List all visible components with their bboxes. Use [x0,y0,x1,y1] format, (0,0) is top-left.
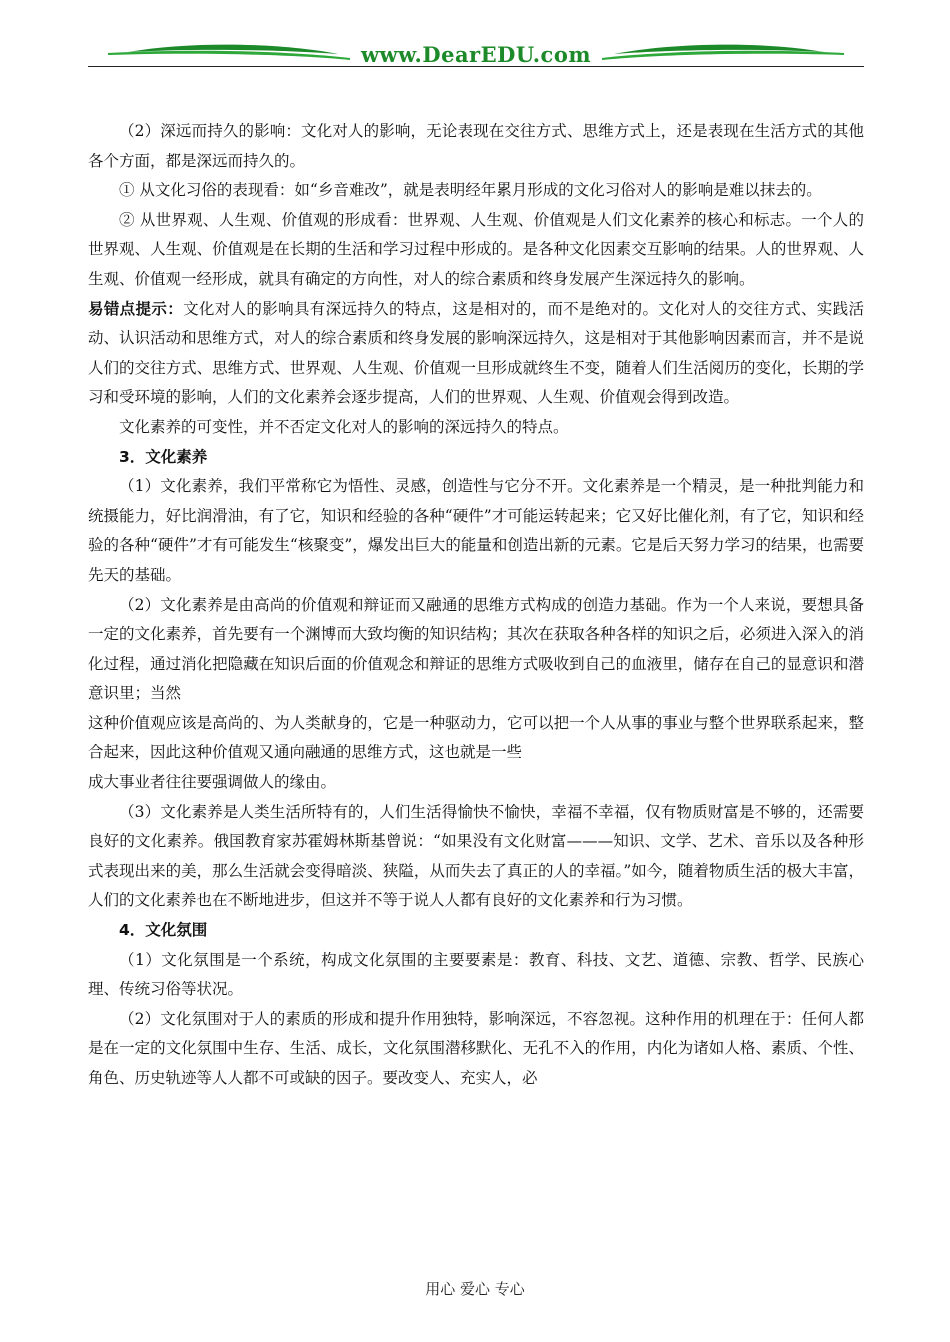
body-paragraph: （2）文化素养是由高尚的价值观和辩证而又融通的思维方式构成的创造力基础。作为一个人来说，要想具备一定的文化素养，首先要有一个渊博而大致均衡的知识结构；其次在获取各种各样的知识之后，必须进入深入的消化过程，通过消化把隐藏在知识后面的价值观念和辩证的思维方式吸收到自己的血液里，储存在自己的显意识和潜意识里；当然 [88,595,864,703]
document-body [88,117,864,1094]
page-header [88,36,864,70]
body-paragraph: ② 从世界观、人生观、价值观的形成看：世界观、人生观、价值观是人们文化素养的核心和标志。一个人的世界观、人生观、价值观是在长期的生活和学习过程中形成的。是各种文化因素交互影响的结果。人的世界观、人生观、价值观一经形成，就具有确定的方向性，对人的综合素质和终身发展产生深远持久的影响。 [88,210,864,288]
body-paragraph: （1）文化素养，我们平常称它为悟性、灵感，创造性与它分不开。文化素养是一个精灵，是一种批判能力和统摄能力，好比润滑油，有了它，知识和经验的各种“硬件”才可能运转起来；它又好比催化剂，有了它，知识和经验的各种“硬件”才有可能发生“核聚变”，爆发出巨大的能量和创造出新的元素。它是后天努力学习的结果，也需要先天的基础。 [88,477,864,584]
tip-paragraph [88,295,864,413]
tip-text: 文化对人的影响具有深远持久的特点，这是相对的，而不是绝对的。文化对人的交往方式、实践活动、认识活动和思维方式，对人的综合素质和终身发展的影响深远持久，这是相对于其他影响因素而言，并不是说人们的交往方式、思维方式、世界观、人生观、价值观一旦形成就终生不变，随着人们生活阅历的变化，长期的学习和受环境的影响，人们的文化素养会逐步提高，人们的世界观、人生观、价值观会得到改造。 [88,299,864,407]
body-paragraph: 文化素养的可变性，并不否定文化对人的影响的深远持久的特点。 [119,417,569,436]
body-paragraph: （3）文化素养是人类生活所特有的，人们生活得愉快不愉快，幸福不幸福，仅有物质财富是不够的，还需要良好的文化素养。俄国教育家苏霍姆林斯基曾说：“如果没有文化财富———知识、文学、艺术、音乐以及各种形式表现出来的美，那么生活就会变得暗淡、狭隘，从而失去了真正的人的幸福。”如今，随着物质生活的极大丰富，人们的文化素养也在不断地进步，但这并不等于说人人都有良好的文化素养和行为习惯。 [88,802,864,910]
tip-label: 易错点提示： [88,299,184,318]
body-paragraph: 成大事业者往往要强调做人的缘由。 [88,773,337,792]
body-paragraph: ① 从文化习俗的表现看：如“乡音难改”，就是表明经年累月形成的文化习俗对人的影响是难以抹去的。 [119,181,822,200]
body-paragraph: （2）文化氛围对于人的素质的形成和提升作用独特，影响深远，不容忽视。这种作用的机理在于：任何人都是在一定的文化氛围中生存、生活、成长，文化氛围潜移默化、无孔不入的作用，内化为诸如人格、素质、个性、角色、历史轨迹等人人都不可或缺的因子。要改变人、充实人，必 [88,1009,864,1087]
site-logo: www.DearEDU.com [360,42,592,67]
page-footer: 用心 爱心 专心 [425,1280,525,1298]
body-paragraph: （1）文化氛围是一个系统，构成文化氛围的主要要素是：教育、科技、文艺、道德、宗教、哲学、民族心理、传统习俗等状况。 [88,950,864,999]
section-heading: 4．文化氛围 [119,921,208,940]
section-heading: 3．文化素养 [119,447,208,466]
body-paragraph: 这种价值观应该是高尚的、为人类献身的，它是一种驱动力，它可以把一个人从事的事业与整个世界联系起来，整合起来，因此这种价值观又通向融通的思维方式，这也就是一些 [88,713,864,762]
header-divider [88,66,864,67]
body-paragraph: （2）深远而持久的影响：文化对人的影响，无论表现在交往方式、思维方式上，还是表现在生活方式的其他各个方面，都是深远而持久的。 [88,122,864,170]
